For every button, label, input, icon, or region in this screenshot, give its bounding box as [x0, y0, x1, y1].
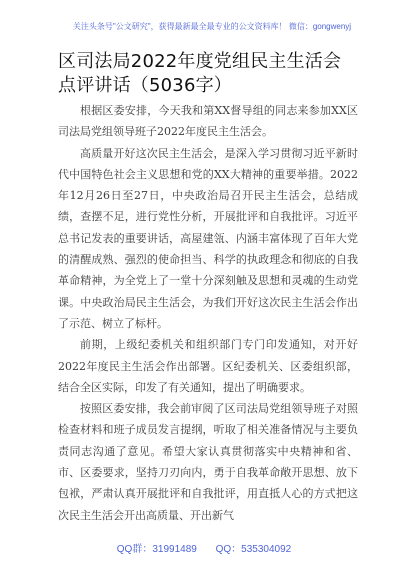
paragraph-4: 按照区委安排，我会前审阅了区司法局党组领导班子对照检查材料和班子成员发言提纲，听取了相关准备情况与主要负责同志沟通了意见。希望大家认真贯彻落实中央精神和省、市、区委要求，坚持刀刃向内，勇于自我革命敞开思想、放下包袱，严肃认真开展批评和自我批评，用直抵人心的方式把这次民主生活会开出高质量、开出新气 [58, 402, 358, 522]
header-banner: 关注头条号"公文研究"，获得最新最全最专业的公文资料库！ 微信：gongwenyj [72, 22, 352, 31]
document-title: 区司法局2022年度党组民主生活会点评讲话（5036字） [58, 51, 342, 96]
footer-contact [0, 542, 408, 558]
paragraph-2: 高质量开好这次民主生活会，是深入学习贯彻习近平新时代中国特色社会主义思想和党的XX大精神的重要举措。2022年12月26日至27日，中央政治局召开民主生活会，总结成绩，查摆不足，进行党性分析，开展批评和自我批评。习近平总书记发表的重要讲话，高屋建瓴、内涵丰富体现了百年大党的清醒成熟、强烈的使命担当、科学的执政理念和彻底的自我革命精神，为全党上了一堂十分深刻触及思想和灵魂的生动党课。中央政治局民主生活会，为我们开好这次民主生活会作出了示范、树立了标杆。 [58, 146, 358, 330]
footer-qq-group: QQ群：31991489 [116, 544, 197, 555]
footer-qq: QQ：535304092 [215, 544, 292, 555]
paragraph-1: 根据区委安排，今天我和第XX督导组的同志来参加XX区司法局党组领导班子2022年度民主生活会。 [58, 104, 358, 139]
paragraph-3: 前期，上级纪委机关和组织部门专门印发通知，对开好2022年度民主生活会作出部署。区纪委机关、区委组织部，结合全区实际，印发了有关通知，提出了明确要求。 [58, 338, 358, 394]
document-body [58, 100, 358, 538]
